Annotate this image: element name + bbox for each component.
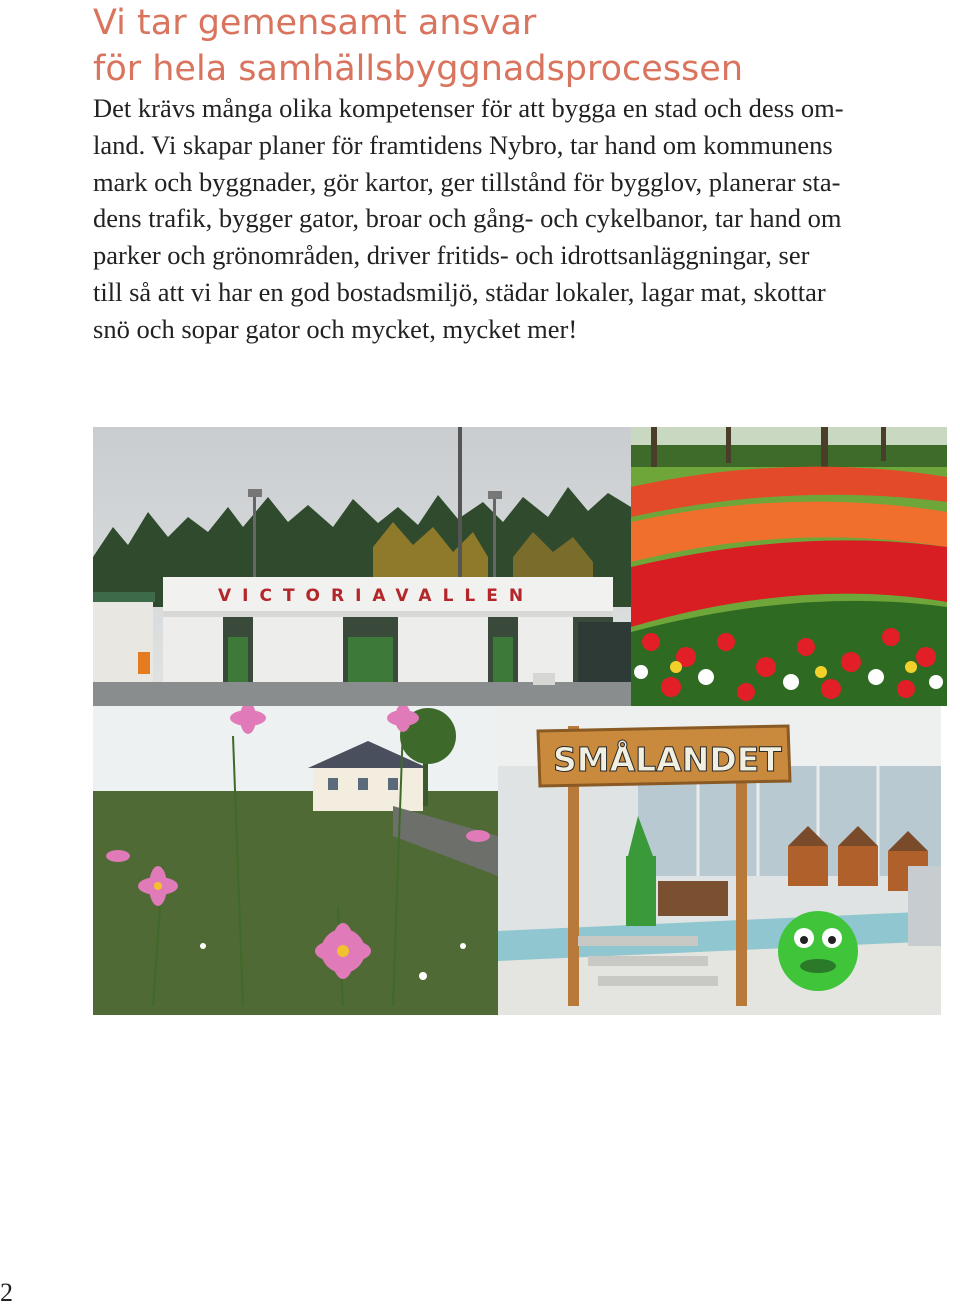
tulip-park-photo: [631, 427, 947, 706]
paragraph-line: dens trafik, bygger gator, broar och gång- och cykelbanor, tar hand om: [93, 203, 842, 234]
svg-text:SMÅLANDET: SMÅLANDET: [553, 740, 782, 779]
stadium-photo: [93, 427, 631, 706]
indoor-pool-photo: [498, 706, 941, 1015]
paragraph-line: land. Vi skapar planer för framtidens Nybro, tar hand om kommunens: [93, 129, 833, 160]
svg-text:VICTORIAVALLEN: VICTORIAVALLEN: [218, 586, 535, 606]
cosmos-flowers-photo: [93, 706, 498, 1015]
paragraph-line: till så att vi har en god bostadsmiljö, städar lokaler, lagar mat, skottar: [93, 276, 826, 307]
paragraph-line: Det krävs många olika kompetenser för att bygga en stad och dess om-: [93, 93, 844, 123]
paragraph-line: parker och grönområden, driver fritids- och idrottsanläggningar, ser: [93, 240, 810, 271]
heading-line-1: Vi tar gemensamt ansvar: [93, 3, 537, 43]
heading-line-2: för hela samhällsbyggnadsprocessen: [93, 49, 744, 89]
page-heading: [93, 0, 743, 92]
paragraph-line: mark och byggnader, gör kartor, ger tillstånd för bygglov, planerar sta-: [93, 166, 841, 197]
paragraph-line: snö och sopar gator och mycket, mycket mer!: [93, 313, 578, 344]
page-number: 2: [0, 1278, 13, 1307]
intro-paragraph: [93, 90, 953, 348]
